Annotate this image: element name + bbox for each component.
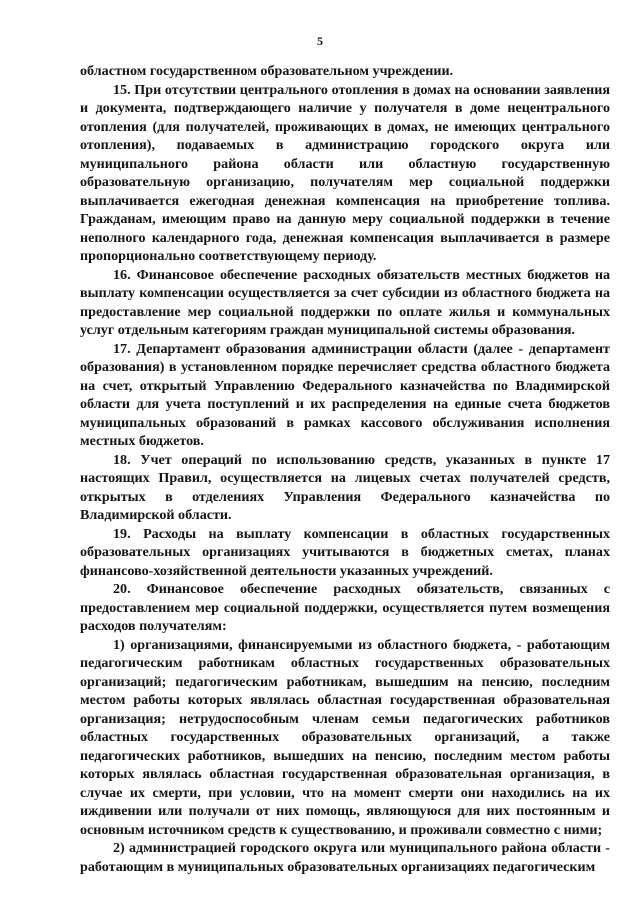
paragraph-continuation: областном государственном образовательном учреждении. xyxy=(80,63,454,79)
paragraph-20-item-1: 1) организациями, финансируемыми из областного бюджета, - работающим педагогическим работникам областных государственных образовательных организаций; педагогическим работникам, вышедшим на пенсию, последним местом работы которых являлась областная государственная образовательная организация; нетрудоспособным членам семьи педагогических работников областных государственных образовательных организаций, а также педагогических работников, вышедших на пенсию, последним местом работы которых являлась областная государственная образовательная организация, в случае их смерти, при условии, что на момент смерти они находились на их иждивении или получали от них помощь, являющуюся для них постоянным и основным источником средств к существованию, и проживали совместно с ними; xyxy=(80,636,610,838)
paragraph-20: 20. Финансовое обеспечение расходных обязательств, связанных с предоставлением мер социальной поддержки, осуществляется путем возмещения расходов получателям: xyxy=(80,581,610,634)
paragraph-19: 19. Расходы на выплату компенсации в областных государственных образовательных организациях учитываются в бюджетных сметах, планах финансово-хозяйственной деятельности указанных учреждений. xyxy=(80,525,610,579)
paragraph-20-item-2: 2) администрацией городского округа или муниципального района области - работающим в муниципальных образовательных организациях педагогическим xyxy=(80,840,610,875)
page-number: 5 xyxy=(317,34,323,48)
paragraph-17: 17. Департамент образования администрации области (далее - департамент образования) в установленном порядке перечисляет средства областного бюджета на счет, открытый Управлению Федерального казначейства по Владимирской области для учета поступлений и их распределения на единые счета бюджетов муниципальных образований в рамках кассового обслуживания исполнения местных бюджетов. xyxy=(80,340,610,449)
paragraph-18: 18. Учет операций по использованию средств, указанных в пункте 17 настоящих Правил, осуществляется на лицевых счетах получателей средств, открытых в отделениях Управления Федерального казначейства по Владимирской области. xyxy=(80,451,610,523)
paragraph-15: 15. При отсутствии центрального отопления в домах на основании заявления и документа, подтверждающего наличие у получателя в доме нецентрального отопления (для получателей, проживающих в домах, не имеющих центрального отопления), подаваемых в администрацию городского округа или муниципального района области или областную государственную образовательную организацию, получателям мер социальной поддержки выплачивается ежегодная денежная компенсация на приобретение топлива. Гражданам, имеющим право на данную меру социальной поддержки в течение неполного календарного года, денежная компенсация выплачивается в размере пропорционально соответствующему периоду. xyxy=(80,81,610,264)
document-body xyxy=(80,62,610,876)
paragraph-16: 16. Финансовое обеспечение расходных обязательств местных бюджетов на выплату компенсации осуществляется за счет субсидии из областного бюджета на предоставление мер социальной поддержки по оплате жилья и коммунальных услуг отдельным категориям граждан муниципальной системы образования. xyxy=(80,266,610,338)
